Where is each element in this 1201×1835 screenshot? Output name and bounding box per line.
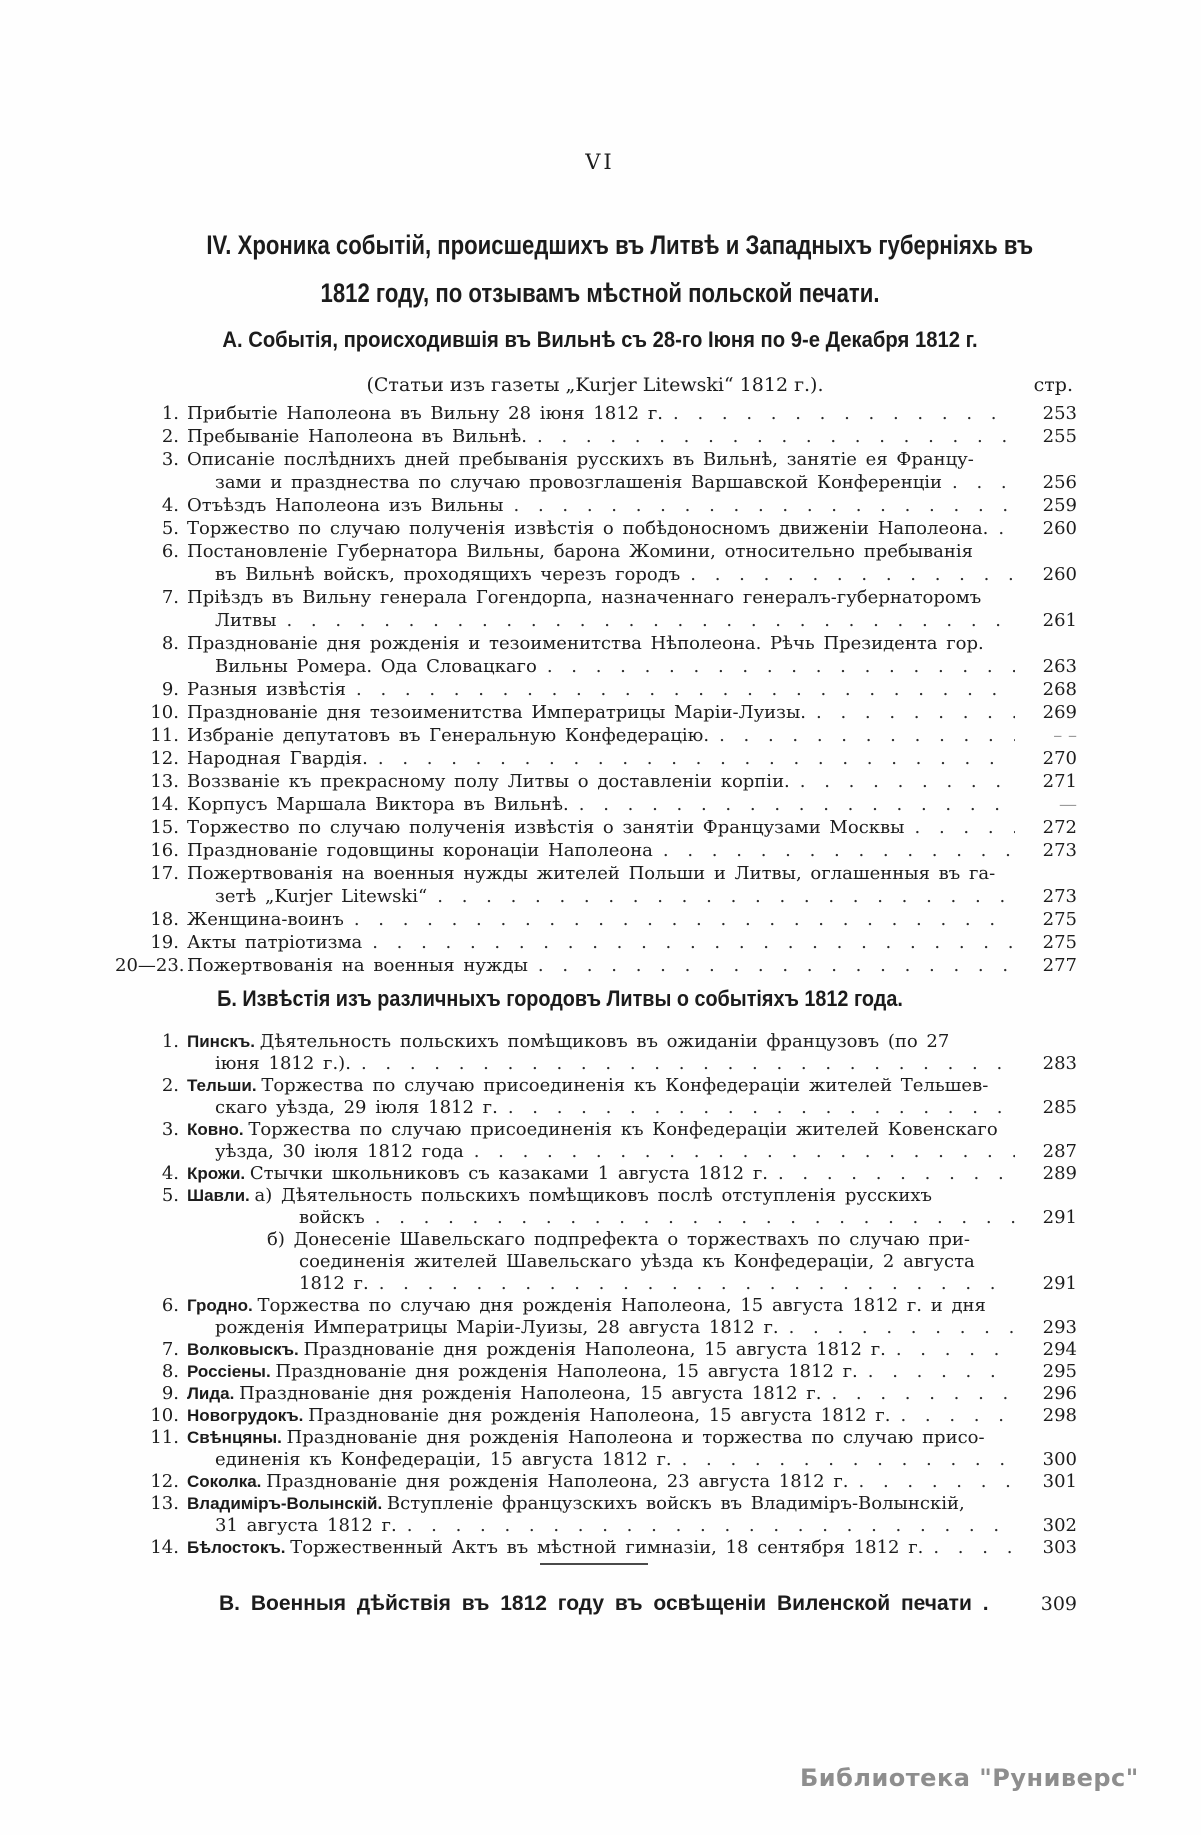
toc-entry-page: 295 [1042, 1361, 1077, 1382]
dot-leader [361, 1053, 1015, 1074]
toc-entry-page: 260 [1042, 518, 1077, 539]
toc-line [115, 817, 1077, 840]
toc-line [115, 1097, 1077, 1119]
toc-entry-place: Тельши. [187, 1076, 262, 1095]
toc-entry-place: Свѣнцяны. [187, 1428, 287, 1447]
dot-leader [859, 1471, 1016, 1492]
dot-leader [915, 817, 1016, 838]
toc-entry-number: 16. [150, 840, 179, 861]
toc-entry-page: 260 [1042, 564, 1077, 585]
toc-entry-place: Шавли. [187, 1186, 255, 1205]
toc-entry-text: Ковно. Торжества по случаю присоединенія къ Конфедераціи жителей Ковенскаго [187, 1119, 998, 1140]
toc-line [115, 1383, 1077, 1405]
dot-leader [379, 1273, 1015, 1294]
dot-leader [356, 679, 1015, 700]
dot-leader [789, 1317, 1015, 1338]
toc-line [115, 495, 1077, 518]
toc-entry-number: 8. [161, 633, 179, 654]
toc-entry-text: Отъѣздъ Наполеона изъ Вильны [187, 495, 504, 516]
toc-entry [115, 955, 1077, 978]
toc-entry-number: 12. [150, 748, 179, 769]
toc-entry-text: Новогрудокъ. Празднованіе дня рожденія Наполеона, 15 августа 1812 г. [187, 1405, 891, 1426]
toc-line [115, 1053, 1077, 1075]
dot-leader [378, 748, 1015, 769]
toc-line [115, 1427, 1077, 1449]
toc-entry [115, 840, 1077, 863]
dot-leader [663, 840, 1015, 861]
toc-line [115, 1031, 1077, 1053]
toc-entry-page: 289 [1042, 1163, 1077, 1184]
toc-entry-number: 13. [150, 771, 179, 792]
toc-line [115, 1471, 1077, 1493]
toc-entry-number: 14. [150, 794, 179, 815]
toc-entry-page: 259 [1042, 495, 1077, 516]
library-watermark: Библиотека "Руниверс" [800, 1764, 1139, 1792]
toc-entry-page: 283 [1042, 1053, 1077, 1074]
section-a-source-note: (Статьи изъ газеты „Kurjer Litewski“ 1812 г.). [366, 374, 824, 396]
dot-leader [952, 472, 1015, 493]
dot-leader [998, 518, 1015, 539]
toc-line [115, 1119, 1077, 1141]
toc-entry [115, 541, 1077, 587]
toc-entry [115, 679, 1077, 702]
section-divider [540, 1563, 648, 1565]
toc-entry [115, 1119, 1077, 1163]
toc-entry-text: Тельши. Торжества по случаю присоединенія къ Конфедераціи жителей Тельшев- [187, 1075, 989, 1096]
toc-entry-text: Торжество по случаю полученія извѣстія о занятіи Французами Москвы [187, 817, 905, 838]
toc-entry-text: Разныя извѣстія [187, 679, 347, 700]
toc-line [115, 518, 1077, 541]
toc-entry-number: 4. [161, 495, 179, 516]
toc-line [115, 1141, 1077, 1163]
toc-entry [115, 449, 1077, 495]
toc-entry [115, 1295, 1077, 1339]
toc-entry-page: 272 [1042, 817, 1077, 838]
toc-entry [115, 1537, 1077, 1559]
toc-entry-place: Новогрудокъ. [187, 1406, 309, 1425]
toc-entry-number: 12. [150, 1471, 179, 1492]
toc-line [115, 725, 1077, 748]
toc-line [115, 863, 1077, 886]
toc-entry [115, 587, 1077, 633]
toc-entry-page: 255 [1042, 426, 1077, 447]
dot-leader [673, 403, 1015, 424]
toc-entry [115, 1405, 1077, 1427]
toc-line [115, 564, 1077, 587]
toc-entry [115, 403, 1077, 426]
toc-entry-text: Владиміръ-Волынскій. Вступленіе французскихъ войскъ въ Владиміръ-Волынскій, [187, 1493, 965, 1514]
toc-entry-place: Пинскъ. [187, 1032, 260, 1051]
section-a-heading: А. Событія, происходившія въ Вильнѣ съ 28-го Іюня по 9-е Декабря 1812 г. [222, 327, 978, 352]
toc-line [115, 1207, 1077, 1229]
toc-entry-place: Ковно. [187, 1120, 249, 1139]
toc-entry-page: 271 [1042, 771, 1077, 792]
toc-entry-text: Литвы [215, 610, 277, 631]
toc-entry-number: 14. [150, 1537, 179, 1558]
toc-line [115, 541, 1077, 564]
toc-entry-text: Крожи. Стычки школьниковъ съ казаками 1 августа 1812 г. [187, 1163, 768, 1184]
toc-line [115, 1295, 1077, 1317]
toc-entry-text: рожденія Императрицы Маріи-Луизы, 28 августа 1812 г. [215, 1317, 779, 1338]
toc-line [115, 771, 1077, 794]
toc-entry-page: 303 [1042, 1537, 1077, 1558]
toc-entry [115, 748, 1077, 771]
toc-entry-text: Воззваніе къ прекрасному полу Литвы о доставленіи корпіи. [187, 771, 790, 792]
toc-entry-number: 9. [161, 1383, 179, 1404]
toc-entry [115, 518, 1077, 541]
toc-entry-page: 294 [1042, 1339, 1077, 1360]
toc-entry-place: Бѣлостокъ. [187, 1538, 291, 1557]
page-number: VI [585, 150, 615, 174]
toc-entry [115, 863, 1077, 909]
toc-entry [115, 932, 1077, 955]
toc-entry-number: 5. [161, 518, 179, 539]
toc-line [115, 1251, 1077, 1273]
dot-leader [690, 564, 1015, 585]
toc-entry [115, 1493, 1077, 1537]
toc-entry-page: 269 [1042, 702, 1077, 723]
toc-line [115, 886, 1077, 909]
toc-line [115, 932, 1077, 955]
toc-entry-text: Корпусъ Маршала Виктора въ Вильнѣ. [187, 794, 569, 815]
toc-entry-text: Торжество по случаю полученія извѣстія о побѣдоносномъ движеніи Наполеона. [187, 518, 989, 539]
toc-line [115, 472, 1077, 495]
toc-entry-page: 285 [1042, 1097, 1077, 1118]
toc-entry-number: 2. [161, 1075, 179, 1096]
toc-entry-number: 10. [150, 702, 179, 723]
toc-line [115, 656, 1077, 679]
toc-entry [115, 725, 1077, 748]
toc-entry [115, 633, 1077, 679]
toc-entry [115, 817, 1077, 840]
toc-entry-number: 9. [161, 679, 179, 700]
toc-entry-text: Пріѣздъ въ Вильну генерала Гогендорпа, назначеннаго генералъ-губернаторомъ [187, 587, 982, 608]
toc-entry-number: 13. [150, 1493, 179, 1514]
toc-entry-page: 291 [1042, 1273, 1077, 1294]
dot-leader [354, 909, 1015, 930]
dot-leader [900, 1405, 1015, 1426]
section-v-row [115, 1592, 1077, 1616]
toc-entry-text: Постановленіе Губернатора Вильны, барона Жомини, относительно пребыванія [187, 541, 974, 562]
toc-line [115, 1273, 1077, 1295]
toc-entry-text: Избраніе депутатовъ въ Генеральную Конфедерацію. [187, 725, 710, 746]
toc-line [115, 909, 1077, 932]
toc-entry-number: 17. [150, 863, 179, 884]
toc-entry-text: Акты патріотизма [187, 932, 363, 953]
toc-entry-page: 293 [1042, 1317, 1077, 1338]
dot-leader [831, 1383, 1015, 1404]
toc-entry [115, 1163, 1077, 1185]
toc-line [115, 403, 1077, 426]
toc-line [115, 679, 1077, 702]
toc-entry-number: 6. [161, 541, 179, 562]
toc-entry-number: 18. [150, 909, 179, 930]
toc-entry-text: войскъ [299, 1207, 365, 1228]
toc-entry-text: Пожертвованія на военныя нужды жителей Польши и Литвы, оглашенныя въ га- [187, 863, 996, 884]
toc-entry [115, 909, 1077, 932]
chapter-title [206, 221, 1034, 317]
dot-leader [537, 426, 1015, 447]
toc-entry-text: Прибытіе Наполеона въ Вильну 28 іюня 1812 г. [187, 403, 663, 424]
toc-entry-number: 11. [150, 725, 179, 746]
toc-entry-page: 273 [1042, 886, 1077, 907]
toc-entry-page: 275 [1042, 909, 1077, 930]
toc-entry-text: Бѣлостокъ. Торжественный Актъ въ мѣстной гимназіи, 18 сентября 1812 г. [187, 1537, 924, 1558]
toc-entry-page: 301 [1042, 1471, 1077, 1492]
toc-entry [115, 495, 1077, 518]
section-a-subrow [115, 374, 1075, 400]
dot-leader [579, 794, 1015, 815]
toc-line [115, 1339, 1077, 1361]
toc-entry-number: 1. [161, 1031, 179, 1052]
toc-entry [115, 1361, 1077, 1383]
toc-entry-text: Пожертвованія на военныя нужды [187, 955, 528, 976]
toc-entry-page: 291 [1042, 1207, 1077, 1228]
toc-entry-text: Празднованіе дня тезоименитства Императрицы Маріи-Луизы. [187, 702, 807, 723]
dot-leader [547, 656, 1015, 677]
chapter-title-line2: 1812 году, по отзывамъ мѣстной польской печати. [320, 278, 880, 308]
toc-entry [115, 426, 1077, 449]
toc-line [115, 955, 1077, 978]
toc-entry-text: скаго уѣзда, 29 іюля 1812 г. [215, 1097, 498, 1118]
toc-entry-text: въ Вильнѣ войскъ, проходящихъ черезъ городъ [215, 564, 681, 585]
toc-entry-text: зетѣ „Kurjer Litewski“ [215, 886, 428, 907]
toc-entry-text: Народная Гвардія. [187, 748, 368, 769]
dot-leader [682, 1449, 1015, 1470]
toc-line [115, 1229, 1077, 1251]
toc-entry-number: 2. [161, 426, 179, 447]
toc-entry-text: 1812 г. [299, 1273, 369, 1294]
toc-entry-number: 19. [150, 932, 179, 953]
dot-leader [474, 1141, 1015, 1162]
toc-entry-page: 263 [1042, 656, 1077, 677]
toc-entry-text: іюня 1812 г.). [215, 1053, 351, 1074]
toc-entry-text: единенія къ Конфедераціи, 15 августа 1812 г. [215, 1449, 672, 1470]
toc-entry [115, 1339, 1077, 1361]
toc-line [115, 1317, 1077, 1339]
toc-entry-text: Вильны Ромера. Ода Словацкаго [215, 656, 537, 677]
dot-leader [538, 955, 1015, 976]
toc-entry-text: зами и празднества по случаю провозглашенія Варшавской Конференціи [215, 472, 943, 493]
dot-leader [286, 610, 1015, 631]
section-v-heading: В. Военныя дѣйствія въ 1812 году въ освѣщеніи Виленской печати . [219, 1592, 989, 1615]
toc-entry-text: Женщина-воинъ [187, 909, 344, 930]
toc-entry-number: 7. [161, 1339, 179, 1360]
toc-entry-text: Россіены. Празднованіе дня рожденія Наполеона, 15 августа 1812 г. [187, 1361, 858, 1382]
toc-entry-page: 261 [1042, 610, 1077, 631]
toc-entry-text: Соколка. Празднованіе дня рожденія Наполеона, 23 августа 1812 г. [187, 1471, 849, 1492]
chapter-title-line1: IV. Хроника событій, происшедшихъ въ Литвѣ и Западныхъ губерніяхь въ [206, 230, 1034, 260]
toc-entry-page: — [1059, 794, 1077, 815]
toc-entry-text: Празднованіе годовщины коронаціи Наполеона [187, 840, 653, 861]
toc-entry-number: 20—23. [115, 955, 185, 976]
toc-line [115, 1515, 1077, 1537]
toc-entry-page: 253 [1042, 403, 1077, 424]
toc-line [115, 1163, 1077, 1185]
dot-leader [868, 1361, 1015, 1382]
toc-entry-text: Волковыскъ. Празднованіе дня рожденія Наполеона, 15 августа 1812 г. [187, 1339, 886, 1360]
toc-entry-page: 277 [1042, 955, 1077, 976]
toc-entry-text: Пребываніе Наполеона въ Вильнѣ. [187, 426, 528, 447]
toc-line [115, 1449, 1077, 1471]
toc-entry-number: 6. [161, 1295, 179, 1316]
dot-leader [719, 725, 1015, 746]
toc-line [115, 1075, 1077, 1097]
toc-entry [115, 702, 1077, 725]
toc-entry-place: Гродно. [187, 1296, 258, 1315]
toc-line [115, 748, 1077, 771]
toc-entry [115, 1075, 1077, 1119]
toc-entry-number: 1. [161, 403, 179, 424]
toc-entry-text: Описаніе послѣднихъ дней пребыванія русскихъ въ Вильнѣ, занятіе ея Францу- [187, 449, 974, 470]
toc-line [115, 1405, 1077, 1427]
dot-leader [508, 1097, 1015, 1118]
dot-leader [816, 702, 1015, 723]
toc-entry-text: Гродно. Торжества по случаю дня рожденія Наполеона, 15 августа 1812 г. и дня [187, 1295, 986, 1316]
toc-line [115, 426, 1077, 449]
toc-entry [115, 771, 1077, 794]
toc-entry-page: 302 [1042, 1515, 1077, 1536]
toc-entry [115, 1185, 1077, 1295]
toc-entry-number: 5. [161, 1185, 179, 1206]
toc-entry-place: Владиміръ-Волынскій. [187, 1494, 387, 1513]
toc-entry-text: Пинскъ. Дѣятельность польскихъ помѣщиковъ въ ожиданіи французовъ (по 27 [187, 1031, 950, 1052]
toc-line [115, 633, 1077, 656]
toc-entry-number: 15. [150, 817, 179, 838]
section-v-page: 309 [1040, 1593, 1077, 1615]
toc-entry-number: 3. [161, 1119, 179, 1140]
toc-entry-text: б) Донесеніе Шавельскаго подпрефекта о торжествахъ по случаю при- [267, 1229, 970, 1250]
toc-line [115, 1361, 1077, 1383]
toc-entry-number: 7. [161, 587, 179, 608]
toc-entry-number: 4. [161, 1163, 179, 1184]
dot-leader [375, 1207, 1015, 1228]
dot-leader [514, 495, 1015, 516]
toc-entry-text: Шавли. а) Дѣятельность польскихъ помѣщиковъ послѣ отступленія русскихъ [187, 1185, 932, 1206]
dot-leader [896, 1339, 1015, 1360]
toc-entry-text: Празднованіе дня рожденія и тезоименитства Нѣполеона. Рѣчь Президента гор. [187, 633, 984, 654]
toc-entry-page: 256 [1042, 472, 1077, 493]
toc-entry [115, 1471, 1077, 1493]
toc-line [115, 1537, 1077, 1559]
toc-entry-page: 298 [1042, 1405, 1077, 1426]
toc-entry-page: 300 [1042, 1449, 1077, 1470]
toc-entry-page: 273 [1042, 840, 1077, 861]
toc-entry-number: 10. [150, 1405, 179, 1426]
dot-leader [800, 771, 1015, 792]
section-a-toc [115, 403, 1077, 978]
toc-entry-page: – – [1053, 725, 1077, 746]
dot-leader [407, 1515, 1015, 1536]
toc-line [115, 1185, 1077, 1207]
toc-entry-page: 270 [1042, 748, 1077, 769]
toc-line [115, 702, 1077, 725]
toc-entry-place: Крожи. [187, 1164, 250, 1183]
toc-line [115, 1493, 1077, 1515]
toc-entry-place: Волковыскъ. [187, 1340, 304, 1359]
toc-entry-page: 268 [1042, 679, 1077, 700]
toc-line [115, 610, 1077, 633]
toc-entry-text: уѣзда, 30 іюля 1812 года [215, 1141, 464, 1162]
dot-leader [372, 932, 1015, 953]
toc-entry-number: 8. [161, 1361, 179, 1382]
toc-entry [115, 1383, 1077, 1405]
toc-entry-place: Соколка. [187, 1472, 267, 1491]
toc-entry-page: 296 [1042, 1383, 1077, 1404]
toc-line [115, 794, 1077, 817]
toc-entry-text: Лида. Празднованіе дня рожденія Наполеона, 15 августа 1812 г. [187, 1383, 822, 1404]
toc-line [115, 587, 1077, 610]
toc-entry [115, 1427, 1077, 1471]
toc-line [115, 449, 1077, 472]
dot-leader [778, 1163, 1015, 1184]
section-b-toc [115, 1031, 1077, 1559]
toc-entry-number: 3. [161, 449, 179, 470]
toc-entry-page: 275 [1042, 932, 1077, 953]
toc-entry [115, 794, 1077, 817]
section-b-heading: Б. Извѣстія изъ различныхъ городовъ Литвы о событіяхъ 1812 года. [217, 986, 903, 1011]
toc-entry-number: 11. [150, 1427, 179, 1448]
toc-entry-place: Лида. [187, 1384, 240, 1403]
page-column-label: стр. [1033, 374, 1073, 396]
toc-entry-text: 31 августа 1812 г. [215, 1515, 397, 1536]
toc-entry-text: Свѣнцяны. Празднованіе дня рожденія Наполеона и торжества по случаю присо- [187, 1427, 985, 1448]
toc-entry-place: Россіены. [187, 1362, 276, 1381]
toc-entry [115, 1031, 1077, 1075]
toc-entry-page: 287 [1042, 1141, 1077, 1162]
dot-leader [437, 886, 1015, 907]
toc-entry-text: соединенія жителей Шавельскаго уѣзда къ Конфедераціи, 2 августа [299, 1251, 975, 1272]
toc-line [115, 840, 1077, 863]
dot-leader [933, 1537, 1015, 1558]
